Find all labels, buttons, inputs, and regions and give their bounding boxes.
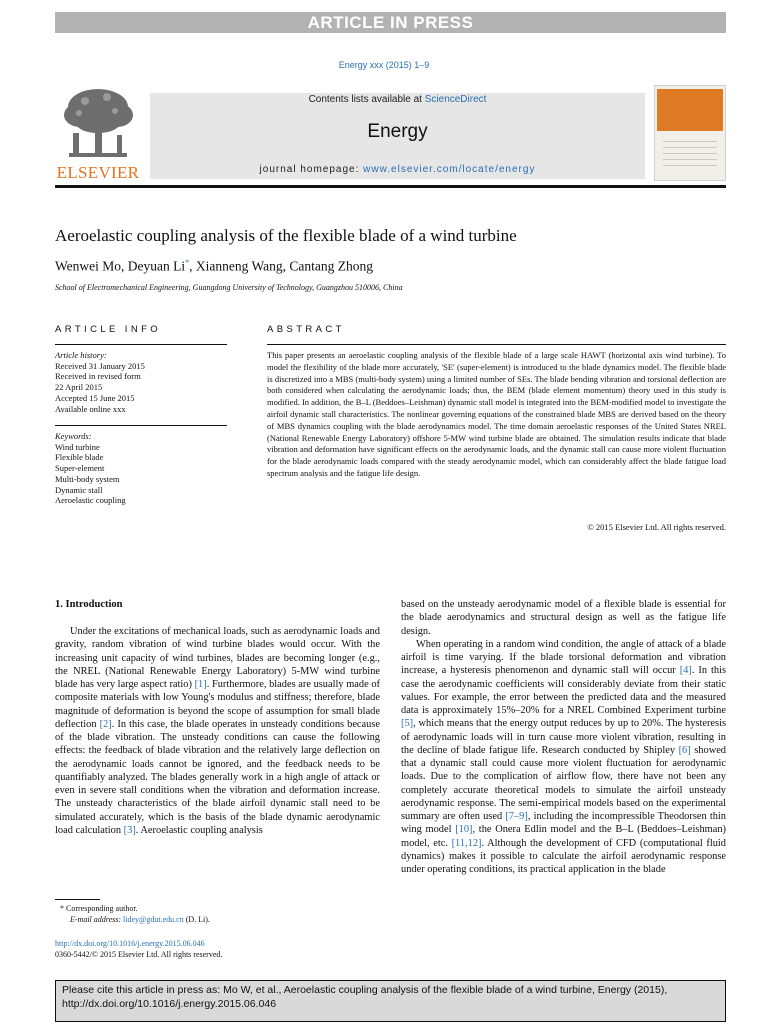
- keyword-item: Super-element: [55, 463, 105, 474]
- elsevier-tree-logo: [55, 85, 141, 183]
- abstract-body: This paper presents an aeroelastic coupling analysis of the flexible blade of a large scale HAWT (horizontal axis wind turbine). To model the flexibility of the blade more accurately, 'SE' (super-element) is introduced to the blade dynamics model. The flexible blade is discretized into a MBS (multi-body system) using a limited number of SEs. The blade bending vibration and torsional deflection are both considered when calculating the aerodynamic loads; thus, the BEM (blade element momentum) theory used in this study is modified. In addition, the B–L (Beddoes–Leishman) dynamic stall model is integrated into the BEM-modified model to investigate the airfoil dynamic stall characteristics. The nonlinear governing equations of the constrained blade MBS are derived based on the theory of MBS dynamics coupling with the blade aerodynamics model. The time domain aeroelastic responses of the United States NREL (National Renewable Energy Laboratory) offshore 5-MW wind turbine blade are obtained. The simulation results indicate that blade vibration and deformation have significant effects on the aerodynamic loads, and the dynamic stall can cause more violent fluctuation for the blade aerodynamic loads compared with the steady aerodynamic model, which can considerably affect the blade fatigue load spectrum analysis and the fatigue life design.: [267, 350, 726, 478]
- keyword-item: Dynamic stall: [55, 484, 103, 495]
- abstract-rule: [267, 344, 726, 345]
- homepage-link[interactable]: www.elsevier.com/locate/energy: [363, 164, 536, 175]
- keywords: [55, 431, 227, 506]
- keywords-label: Keywords:: [55, 431, 92, 441]
- history-item: 22 April 2015: [55, 382, 103, 393]
- citation-ref-link[interactable]: [10]: [455, 824, 473, 836]
- issn-line: 0360-5442/© 2015 Elsevier Ltd. All rights reserved.: [55, 950, 223, 959]
- tree-icon: [55, 85, 141, 161]
- history-item: Available online xxx: [55, 403, 126, 414]
- keywords-rule: [55, 425, 227, 426]
- doi-link[interactable]: http://dx.doi.org/10.1016/j.energy.2015.06.046: [55, 939, 205, 948]
- paragraph-text: . Although the development of CFD (computational fluid dynamics) makes it possible to calculate the airfoil aerodynamic response under operating conditions, its practical application in the blade: [401, 837, 726, 875]
- journal-title: Energy: [367, 121, 428, 142]
- article-info-heading: ARTICLE INFO: [55, 324, 162, 335]
- elsevier-wordmark: ELSEVIER: [56, 163, 140, 182]
- homepage-prefix: journal homepage:: [259, 164, 364, 175]
- keyword-item: Multi-body system: [55, 473, 120, 484]
- masthead-rule: [55, 185, 726, 188]
- paragraph-text: , the Onera Edlin model and the B–L (Beddoes–Leishman) model, etc.: [401, 824, 726, 849]
- abstract-copyright: © 2015 Elsevier Ltd. All rights reserved.: [587, 522, 726, 532]
- paragraph-text: , which means that the energy output reduces by up to 20%. The hysteresis of aerodynamic loads will in turn cause more violent vibration, resulting in the decline of blade fatigue life. Research conducted by Shipley: [401, 718, 726, 756]
- paragraph-text: . In this case the aerodynamic coefficients will considerably deviate from their static values. For example, the error between the predicted data and the measured data is approximately 15%–20% for a NREL Combined Experiment turbine: [401, 665, 726, 716]
- email-line: [60, 914, 210, 925]
- article-title: Aeroelastic coupling analysis of the flexible blade of a wind turbine: [55, 226, 517, 245]
- body-column-right: [401, 598, 726, 876]
- masthead-center: [150, 93, 645, 179]
- authors-rest: , Xianneng Wang, Cantang Zhong: [189, 258, 374, 274]
- authors-first: Wenwei Mo, Deyuan Li: [55, 258, 186, 274]
- citation-ref-link[interactable]: [1]: [194, 679, 207, 690]
- paragraph-text: , including the incompressible Theodorsen thin wing model: [401, 811, 726, 836]
- paragraph-text: showed that a dynamic stall could cause more violent fluctuation for aerodynamic loads. Due to the complication of airflow flow, there have not been any completely accurate theoretical models to simulate the airfoil unsteady aerodynamic response. The semi-empirical models based on the experimental summary are often used: [401, 744, 726, 822]
- journal-masthead: [55, 85, 726, 185]
- paragraph-text: . Aeroelastic coupling analysis: [135, 824, 263, 836]
- abstract-heading: ABSTRACT: [267, 324, 345, 335]
- article-history: [55, 350, 227, 414]
- journal-cover-thumbnail: [654, 85, 726, 181]
- paragraph-text: Under the excitations of mechanical loads, such as aerodynamic loads and gravity, random vibration of wind turbine blades would occur. With the increasing unit capacity of wind turbines, blades are becoming longer (e.g., the NREL (National Renewable Energy Laboratory) 5-MW wind turbine blade has very large aspect ratio): [55, 626, 380, 690]
- citation-ref-link[interactable]: [6]: [678, 744, 691, 756]
- history-item: Received 31 January 2015: [55, 360, 145, 371]
- journal-homepage: [150, 164, 645, 175]
- article-in-press-banner: ARTICLE IN PRESS: [55, 12, 726, 33]
- contents-prefix: Contents lists available at: [308, 94, 425, 105]
- history-item: Received in revised form: [55, 371, 141, 382]
- footnote: [60, 903, 210, 925]
- email-suffix: (D. Li).: [183, 915, 210, 924]
- intro-paragraph-1: [55, 625, 380, 837]
- cover-band: [657, 89, 723, 131]
- affiliation: School of Electromechanical Engineering, Guangdong University of Technology, Guangzhou 510006, China: [55, 283, 403, 292]
- email-link[interactable]: lidey@gdut.edu.cn: [123, 915, 184, 924]
- intro-paragraph-2: [401, 638, 726, 877]
- keyword-item: Wind turbine: [55, 441, 100, 452]
- citation-notice: Please cite this article in press as: Mo W, et al., Aeroelastic coupling analysis of the flexible blade of a wind turbine, Energy (2015), http://dx.doi.org/10.1016/j.energy.2015.06.046: [55, 980, 726, 1022]
- citation-ref-link[interactable]: [7–9]: [505, 811, 528, 822]
- citation-ref-link[interactable]: [5]: [401, 718, 414, 730]
- citation-ref-link[interactable]: [4]: [679, 665, 692, 677]
- citation-ref-link[interactable]: [2]: [99, 718, 112, 730]
- citation-ref-link[interactable]: [11,12]: [451, 837, 482, 849]
- contents-available: [150, 94, 645, 105]
- author-list: [55, 258, 373, 275]
- history-label: Article history:: [55, 350, 107, 360]
- keyword-item: Flexible blade: [55, 452, 104, 463]
- paragraph-text: . Furthermore, blades are usually made of composite materials with low Young's modulus and stiffness; therefore, blade magnitude of deformation is beyond the scope of assumption for small blade deflection: [55, 679, 380, 730]
- citation-ref-link[interactable]: [3]: [123, 824, 136, 836]
- history-item: Accepted 15 June 2015: [55, 392, 135, 403]
- body-column-left: [55, 598, 380, 837]
- sciencedirect-link[interactable]: ScienceDirect: [424, 94, 487, 105]
- paragraph-text: When operating in a random wind condition, the angle of attack of a blade airfoil is time varying. If the blade torsional deformation and vibration increase, a hysteresis phenomenon and dynamic stall will occur: [401, 638, 726, 677]
- footnote-rule: [55, 899, 100, 900]
- cover-lines: [663, 141, 717, 142]
- email-label: E-mail address:: [70, 915, 124, 924]
- doi-block: [55, 938, 222, 960]
- article-info-rule: [55, 344, 227, 345]
- keyword-item: Aeroelastic coupling: [55, 495, 126, 506]
- journal-reference-link[interactable]: Energy xxx (2015) 1–9: [338, 60, 430, 70]
- corresponding-author-note: * Corresponding author.: [60, 904, 138, 913]
- intro-paragraph-continued: based on the unsteady aerodynamic model of a flexible blade is essential for the blade aerodynamics and structural design as well as the fatigue life design.: [401, 599, 726, 637]
- paragraph-text: . In this case, the blade operates in unsteady conditions because of the blade vibration. The unsteady conditions can cause the following effects: the feedback of blade vibration and the relatively large deflection on the aerodynamic loads cannot be ignored, and the feedback needs to be quantifiably analyzed. The blades generally work in a high angle of attack or even in severe stall conditions when the vibration and deformation increase. The unsteady characteristics of the blade airfoil dynamic stall need to be simulated accurately, which is the basis of the blade dynamic aerodynamic load calculation: [55, 718, 381, 836]
- section-heading: 1. Introduction: [55, 599, 123, 610]
- corresponding-author-mark[interactable]: *: [185, 258, 190, 267]
